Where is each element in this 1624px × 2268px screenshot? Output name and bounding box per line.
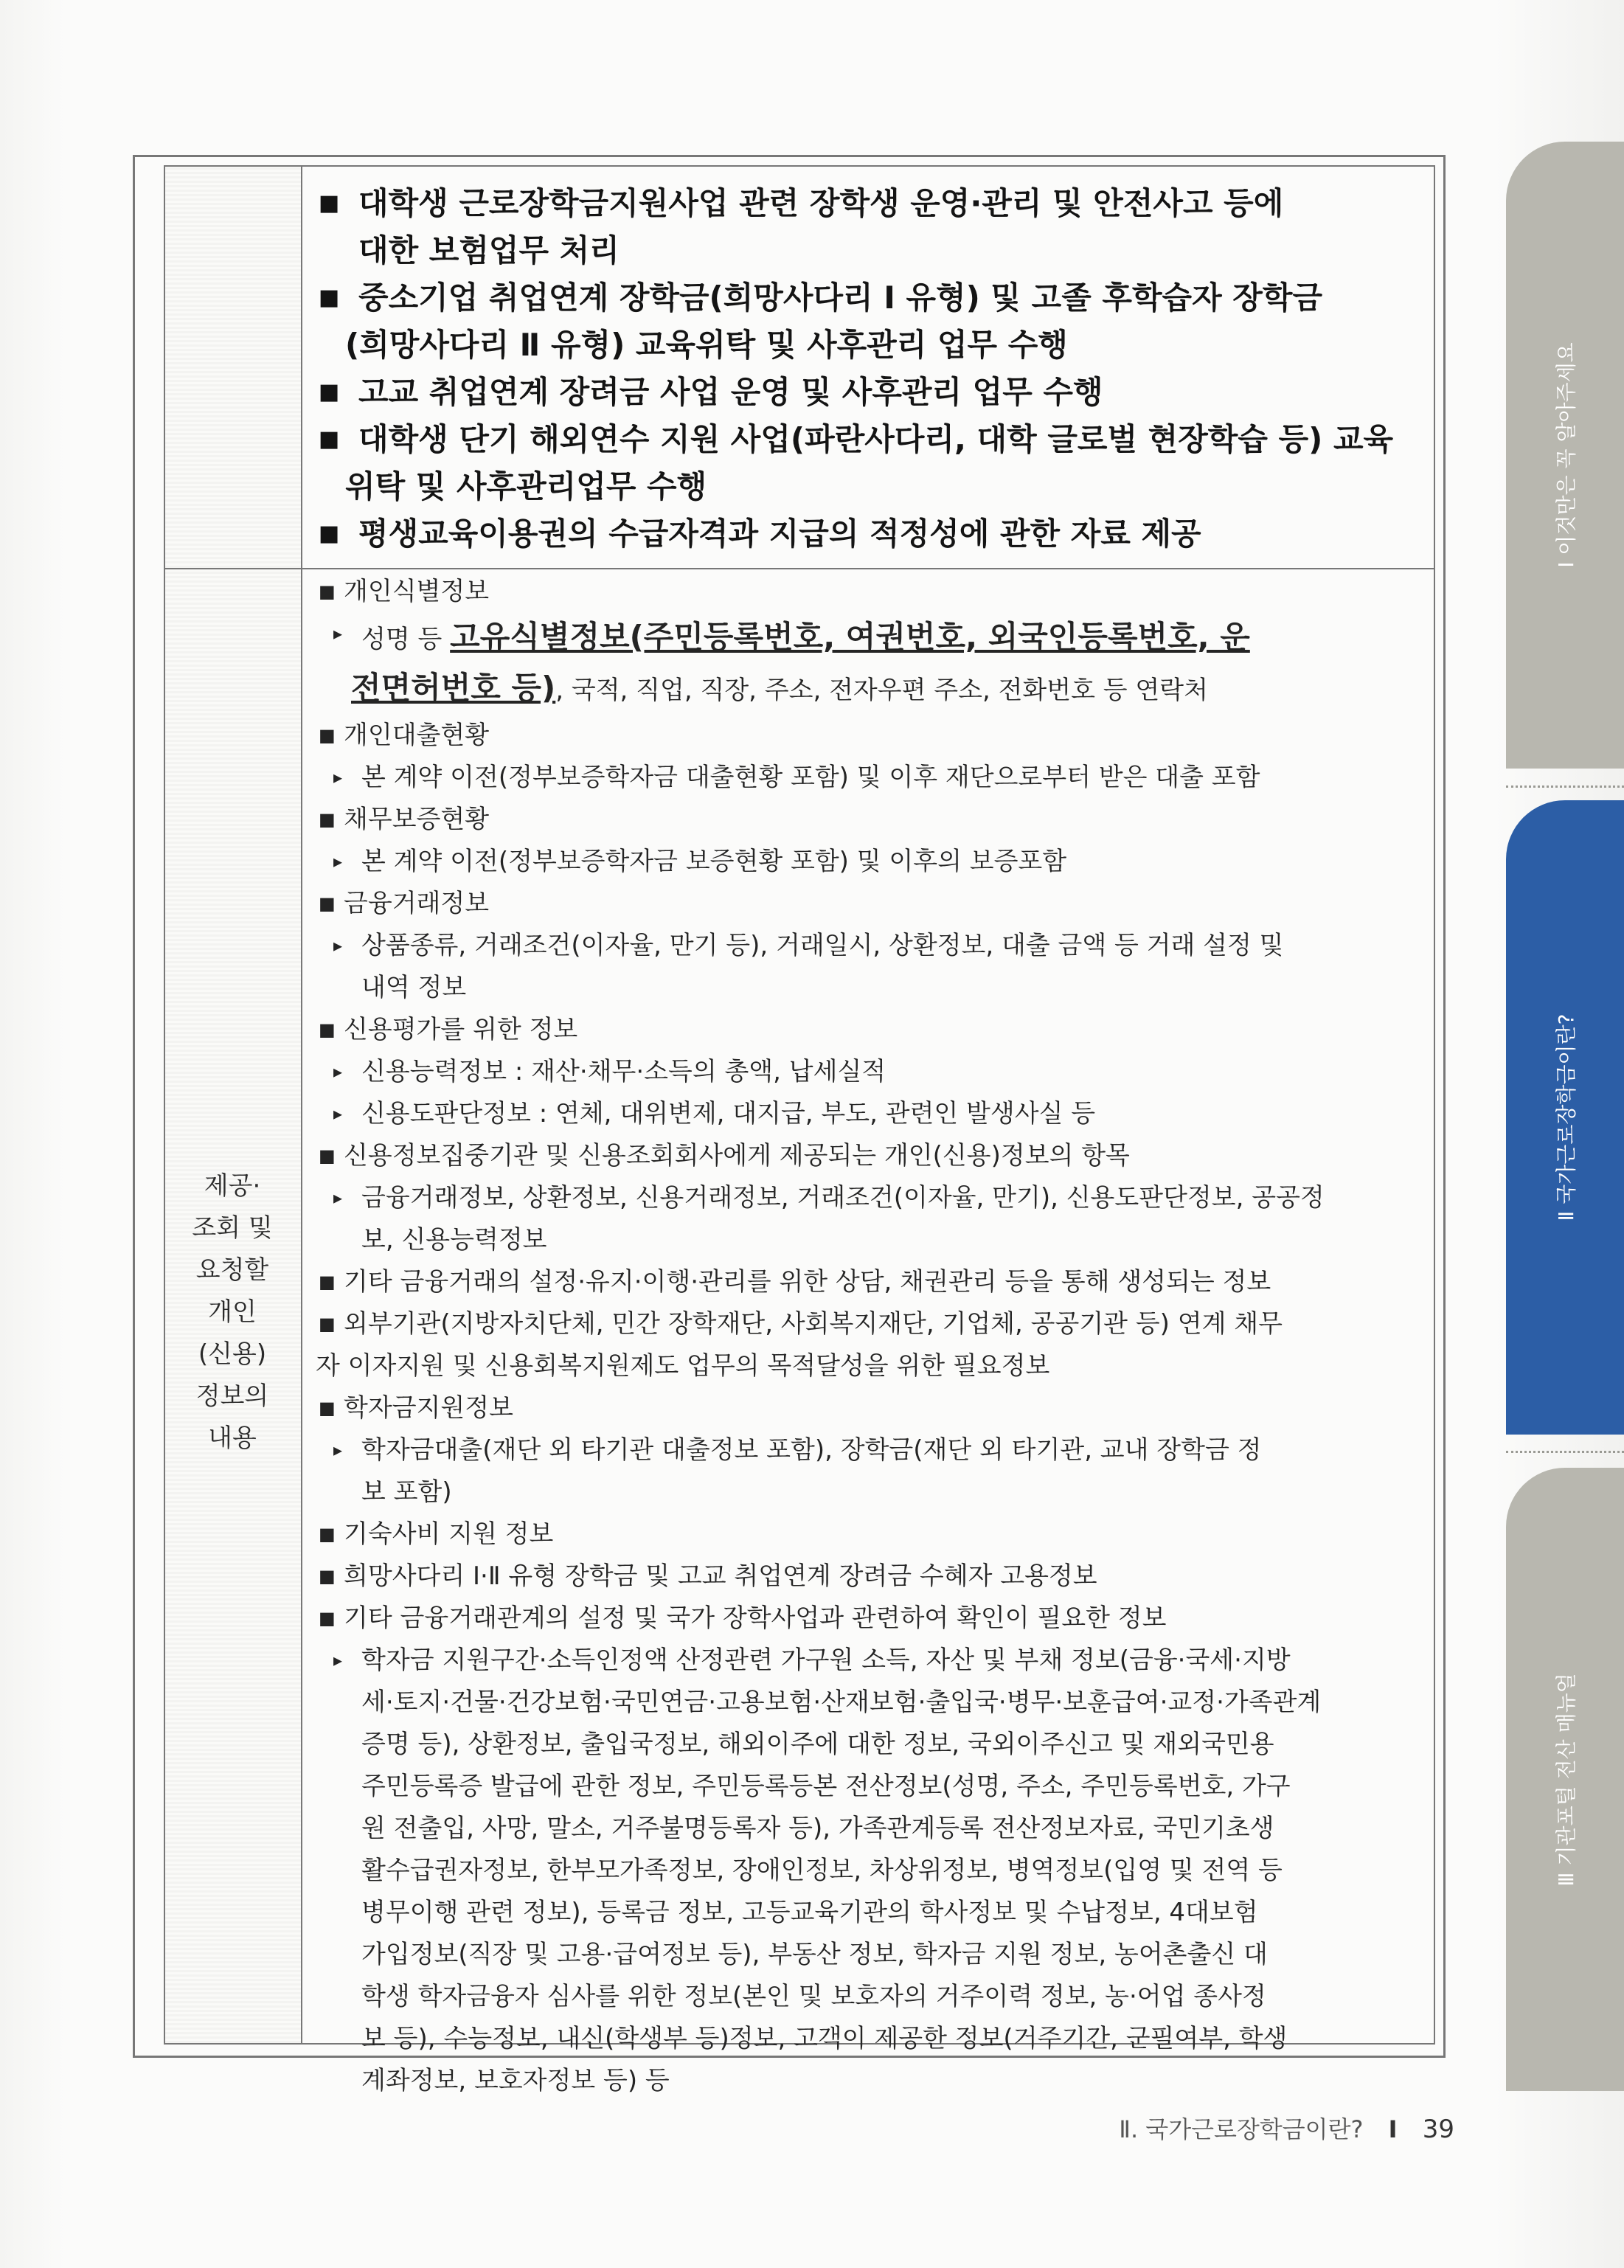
info-content bbox=[316, 571, 1422, 2102]
page-footer bbox=[1119, 2111, 1454, 2145]
info-sub-line: 주민등록증 발급에 관한 정보, 주민등록등본 전산정보(성명, 주소, 주민등록번호, 가구 bbox=[361, 1772, 1291, 1801]
duty-line: 대한 보험업무 처리 bbox=[358, 232, 620, 268]
emphasized-text: 고유식별정보(주민등록번호, 여권번호, 외국인등록번호, 운 bbox=[450, 619, 1250, 655]
bullet-square-icon: ■ bbox=[319, 809, 336, 830]
column-divider bbox=[301, 165, 302, 2045]
duties-list bbox=[316, 180, 1422, 558]
info-item bbox=[316, 1303, 1422, 1345]
footer-chapter: Ⅱ. 국가근로장학금이란? bbox=[1119, 2115, 1364, 2143]
bullet-triangle-icon: ▸ bbox=[333, 1650, 343, 1671]
row-label-line: 요청할 bbox=[195, 1255, 269, 1285]
info-sub-line: 병무이행 관련 정보), 등록금 정보, 고등교육기관의 학사정보 및 수납정보, 4대보험 bbox=[361, 1898, 1258, 1927]
info-item-title: 외부기관(지방자치단체, 민간 장학재단, 사회복지재단, 기업체, 공공기관 등) 연계 채무 bbox=[344, 1309, 1283, 1339]
duty-item bbox=[316, 510, 1422, 558]
duty-item bbox=[316, 180, 1422, 274]
info-item bbox=[316, 1556, 1422, 1598]
chapter-tab-3[interactable] bbox=[1506, 1468, 1624, 2091]
info-sub-line: 보 등), 수능정보, 내신(학생부 등)정보, 고객이 제공한 정보(거주기간, 군필여부, 학생 bbox=[361, 2024, 1288, 2053]
footer-separator: I bbox=[1388, 2115, 1398, 2143]
duty-line: 대학생 근로장학금지원사업 관련 장학생 운영·관리 및 안전사고 등에 bbox=[358, 185, 1284, 221]
info-sub-item bbox=[316, 1051, 1422, 1093]
bullet-square-icon: ■ bbox=[319, 426, 340, 452]
chapter-tab-label: Ⅱ 국가근로장학금이란? bbox=[1554, 1013, 1578, 1221]
bullet-square-icon: ■ bbox=[319, 1398, 336, 1418]
info-item-title: 학자금지원정보 bbox=[344, 1393, 513, 1423]
emphasized-text: 전면허번호 등) bbox=[351, 670, 556, 706]
bullet-square-icon: ■ bbox=[319, 1145, 336, 1166]
info-sub-line: 본 계약 이전(정부보증학자금 보증현황 포함) 및 이후의 보증포함 bbox=[361, 847, 1067, 876]
info-item bbox=[316, 1387, 1422, 1429]
info-sub-item bbox=[316, 1429, 1422, 1513]
info-sub-line: 신용도판단정보 : 연체, 대위변제, 대지급, 부도, 관련인 발생사실 등 bbox=[361, 1099, 1096, 1128]
bullet-square-icon: ■ bbox=[319, 893, 336, 914]
info-sub-line: 가입정보(직장 및 고용·급여정보 등), 부동산 정보, 학자금 지원 정보, 농어촌출신 대 bbox=[361, 1940, 1268, 1969]
duty-line: 고교 취업연계 장려금 사업 운영 및 사후관리 업무 수행 bbox=[358, 374, 1103, 410]
info-sub-text: , 국적, 직업, 직장, 주소, 전자우편 주소, 전화번호 등 연락처 bbox=[555, 676, 1208, 705]
duty-item bbox=[316, 274, 1422, 369]
chapter-tab-label: Ⅰ 이것만은 꼭 알아주세요 bbox=[1554, 342, 1578, 568]
info-sub-line: 상품종류, 거래조건(이자율, 만기 등), 거래일시, 상환정보, 대출 금액 등 거래 설정 및 bbox=[361, 931, 1284, 960]
info-item bbox=[316, 799, 1422, 841]
info-item-title: 기타 금융거래관계의 설정 및 국가 장학사업과 관련하여 확인이 필요한 정보 bbox=[344, 1603, 1167, 1633]
tab-divider bbox=[1506, 1451, 1624, 1453]
info-item-title: 기숙사비 지원 정보 bbox=[344, 1519, 554, 1549]
info-sub-text: 성명 등 bbox=[361, 625, 451, 654]
chapter-tab-label: Ⅲ 기관포털 전산 매뉴얼 bbox=[1554, 1672, 1578, 1887]
bullet-triangle-icon: ▸ bbox=[333, 851, 343, 872]
bullet-square-icon: ■ bbox=[319, 285, 340, 311]
row-label-line: 제공· bbox=[204, 1171, 261, 1201]
bullet-square-icon: ■ bbox=[319, 1608, 336, 1629]
info-sub-line: 학자금 지원구간·소득인정액 산정관련 가구원 소득, 자산 및 부채 정보(금융·국세·지방 bbox=[361, 1645, 1291, 1675]
bullet-triangle-icon: ▸ bbox=[333, 1187, 343, 1208]
bullet-square-icon: ■ bbox=[319, 725, 336, 746]
info-sub-line: 증명 등), 상환정보, 출입국정보, 해외이주에 대한 정보, 국외이주신고 및 재외국민용 bbox=[361, 1730, 1274, 1759]
bullet-square-icon: ■ bbox=[319, 1314, 336, 1334]
info-item-title: 금융거래정보 bbox=[344, 889, 490, 918]
duty-line: 평생교육이용권의 수급자격과 지급의 적정성에 관한 자료 제공 bbox=[358, 516, 1201, 552]
row-divider bbox=[164, 568, 1435, 569]
bullet-square-icon: ■ bbox=[319, 1019, 336, 1040]
info-item-title: 신용정보집중기관 및 신용조회회사에게 제공되는 개인(신용)정보의 항목 bbox=[344, 1141, 1130, 1171]
chapter-tab-2-active[interactable] bbox=[1506, 800, 1624, 1435]
bullet-triangle-icon: ▸ bbox=[333, 1103, 343, 1124]
page-number: 39 bbox=[1422, 2115, 1454, 2144]
info-item-title: 개인대출현황 bbox=[344, 721, 490, 750]
info-item bbox=[316, 883, 1422, 925]
info-sub-item bbox=[316, 757, 1422, 799]
info-sub-item bbox=[316, 613, 1422, 664]
bullet-triangle-icon: ▸ bbox=[333, 1440, 343, 1460]
duty-line: 위탁 및 사후관리업무 수행 bbox=[345, 468, 707, 504]
bullet-triangle-icon: ▸ bbox=[333, 767, 343, 788]
info-items bbox=[316, 715, 1422, 2102]
info-item-title: 채무보증현황 bbox=[344, 805, 490, 834]
duty-line: 대학생 단기 해외연수 지원 사업(파란사다리, 대학 글로벌 현장학습 등) 교육 bbox=[358, 421, 1394, 457]
row-label-line: 개인 bbox=[208, 1297, 257, 1327]
row-label-line: 정보의 bbox=[195, 1381, 269, 1411]
bullet-square-icon: ■ bbox=[319, 1524, 336, 1544]
info-item bbox=[316, 571, 1422, 613]
row-label-line: (신용) bbox=[198, 1339, 267, 1369]
chapter-tab-1[interactable] bbox=[1506, 142, 1624, 769]
tab-divider bbox=[1506, 786, 1624, 788]
bullet-square-icon: ■ bbox=[319, 1272, 336, 1292]
info-sub-line: 계좌정보, 보호자정보 등) 등 bbox=[361, 2066, 670, 2095]
duty-item bbox=[316, 416, 1422, 510]
info-sub-line: 본 계약 이전(정부보증학자금 대출현황 포함) 및 이후 재단으로부터 받은 대출 포함 bbox=[361, 763, 1260, 792]
bullet-square-icon: ■ bbox=[319, 581, 336, 602]
info-item bbox=[316, 1598, 1422, 1640]
row-label-line: 조회 및 bbox=[192, 1213, 273, 1243]
info-item-title: 희망사다리 Ⅰ·Ⅱ 유형 장학금 및 고교 취업연계 장려금 수혜자 고용정보 bbox=[344, 1561, 1097, 1591]
info-sub-line: 보, 신용능력정보 bbox=[361, 1225, 547, 1255]
info-sub-line: 보 포함) bbox=[361, 1477, 452, 1507]
info-sub-item bbox=[316, 841, 1422, 883]
bullet-square-icon: ■ bbox=[319, 1566, 336, 1586]
info-sub-line: 학생 학자금융자 심사를 위한 정보(본인 및 보호자의 거주이력 정보, 농·어업 종사정 bbox=[361, 1982, 1266, 2011]
duty-line: 중소기업 취업연계 장학금(희망사다리 Ⅰ 유형) 및 고졸 후학습자 장학금 bbox=[358, 280, 1323, 316]
info-item bbox=[316, 715, 1422, 757]
info-item-title-continued: 자 이자지원 및 신용회복지원제도 업무의 목적달성을 위한 필요정보 bbox=[316, 1351, 1050, 1381]
info-item-title: 개인식별정보 bbox=[344, 577, 490, 606]
info-item bbox=[316, 1135, 1422, 1177]
info-sub-item bbox=[316, 664, 1422, 715]
duty-item bbox=[316, 369, 1422, 416]
info-sub-line: 학자금대출(재단 외 타기관 대출정보 포함), 장학금(재단 외 타기관, 교내 장학금 정 bbox=[361, 1435, 1262, 1465]
info-sub-line: 세·토지·건물·건강보험·국민연금·고용보험·산재보험·출입국·병무·보훈급여·교정·가족관계 bbox=[361, 1688, 1322, 1717]
row-label-line: 내용 bbox=[208, 1423, 257, 1453]
info-sub-item bbox=[316, 1640, 1422, 2102]
bullet-triangle-icon: ▸ bbox=[333, 935, 343, 956]
info-sub-item bbox=[316, 925, 1422, 1009]
duty-line: (희망사다리 Ⅱ 유형) 교육위탁 및 사후관리 업무 수행 bbox=[345, 327, 1068, 363]
info-item bbox=[316, 1261, 1422, 1303]
info-sub-line: 내역 정보 bbox=[361, 973, 467, 1002]
row-label bbox=[170, 1165, 295, 1460]
info-sub-line: 금융거래정보, 상환정보, 신용거래정보, 거래조건(이자율, 만기), 신용도판단정보, 공공정 bbox=[361, 1183, 1325, 1213]
info-item bbox=[316, 1513, 1422, 1556]
bullet-square-icon: ■ bbox=[319, 190, 340, 216]
bullet-triangle-icon: ▸ bbox=[333, 1061, 343, 1082]
bullet-square-icon: ■ bbox=[319, 379, 340, 405]
info-sub-item bbox=[316, 1177, 1422, 1261]
info-item-title: 신용평가를 위한 정보 bbox=[344, 1015, 578, 1044]
info-item bbox=[316, 1009, 1422, 1051]
info-item-title: 기타 금융거래의 설정·유지·이행·관리를 위한 상담, 채권관리 등을 통해 생성되는 정보 bbox=[344, 1267, 1271, 1297]
info-sub-line: 신용능력정보 : 재산·채무·소득의 총액, 납세실적 bbox=[361, 1057, 886, 1086]
bullet-square-icon: ■ bbox=[319, 521, 340, 547]
info-sub-item bbox=[316, 1093, 1422, 1135]
bullet-triangle-icon: ▸ bbox=[333, 623, 343, 644]
info-sub-line: 활수급권자정보, 한부모가족정보, 장애인정보, 차상위정보, 병역정보(입영 및 전역 등 bbox=[361, 1856, 1283, 1885]
info-sub-line: 원 전출입, 사망, 말소, 거주불명등록자 등), 가족관계등록 전산정보자료, 국민기초생 bbox=[361, 1814, 1274, 1843]
